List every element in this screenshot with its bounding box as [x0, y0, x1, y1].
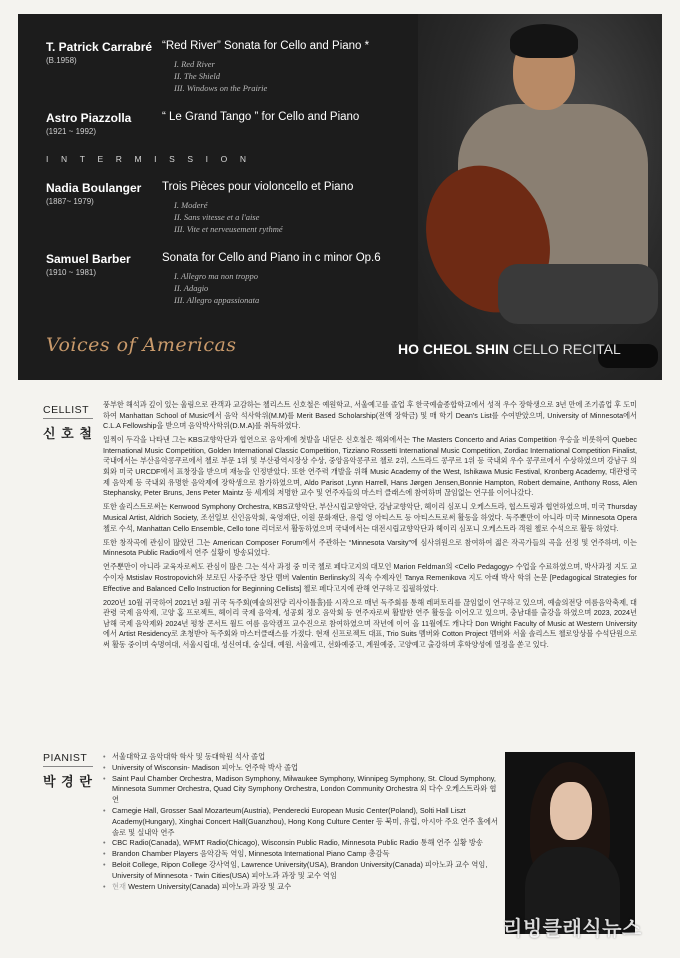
composer-years: (B.1958)	[46, 56, 77, 65]
section-divider	[43, 766, 93, 767]
movement: I. Moderé	[174, 200, 208, 210]
list-item: • Brandon Chamber Players 음악감독 역임, Minnesota International Piano Camp 총감독	[103, 849, 503, 860]
list-item: • CBC Radio(Canada), WFMT Radio(Chicago), Wisconsin Public Radio, Minnesota Public Radio 통해 연주 실황 방송	[103, 838, 503, 849]
movement: II. The Shield	[174, 71, 221, 81]
composer-name: T. Patrick Carrabré	[46, 40, 153, 54]
cellist-photo	[418, 14, 662, 380]
pianist-bio-list	[103, 752, 503, 892]
composer-name: Astro Piazzolla	[46, 111, 132, 125]
bio-paragraph: 2020년 10월 귀국하여 2021년 3월 귀국 독주회(예술의전당 리사이틀홀)를 시작으로 매년 독주회를 통해 레퍼토리를 끊임없이 연구하고 있으며, 예술의전당 여름음악축제, 대관령 국제 음악제, 고양 홈 프로젝트, 헤이리 국제 음악제, 성공회 정오 음악회 등 연주자로써 활발한 연주 활동을 이어오고 있으며, 충남대를 출강을 하였으며 2023, 2024년 남해 국제 음악제와 2024년 평창 콘서트 월드 여름 음악캠프 교수진으로 참여하였으며 작년에 이어 올 11월에도 캐나다 Don Wright Faculty of Music at Western University에서 Artist Residency로 초청받아 독주회와 마스터클래스를 가졌다. 현재 신프로젝트 대표, Trio Suits 멤버와 Cotton Project 멤버와 서울 솔리스트 첼로앙상블 수석단원으로써 활동 중이며 숙명여대, 서울시립대, 성신여대, 숭실대, 예원, 서울예고, 선화예중고, 계원예중, 고양예고 출강하며 후학양성에 열정을 쏟고 있다.	[103, 597, 637, 649]
movement: III. Windows on the Prairie	[174, 83, 268, 93]
list-item: • 현재 Western University(Canada) 피아노과 과장 및 교수	[103, 882, 503, 893]
composer-years: (1910 ~ 1981)	[46, 268, 97, 277]
bio-paragraph: 또한 솔리스트로써는 Kenwood Symphony Orchestra, KBS교향악단, 부산시립교향악단, 강남교향악단, 헤이리 심포니 오케스트라, 협스트링과 협연하였으며, 미국 Thursday Musical Artist, Aldrich Society, 조선일보 신인음악회, 육영재단, 이원 문화재단, 유럽 영 아티스트 등 아티스트로써 활동을 하였다. 독주뿐만이 아니라 미국 Minnesota Opera 첼로 수석, Manhattan Cello Ensemble, Cello tone 리더로서 활동하였으며 국내에서는 대전시립교향악단과 헤이리 심포니 오케스트라 객원 첼로 수석으로 활동 하였다.	[103, 502, 637, 533]
bio-paragraph: 연주뿐만이 아니라 교육자로써도 관심이 많은 그는 석사 과정 중 미국 첼로 페다고지의 대모인 Marion Feldman의 <Cello Pedagogy> 수업을 수료하였으며, 박사과정 지도 교수이자 Mstislav Rostropovich와 보로딘 사중주단 창단 멤버 Valentin Berlinsky의 직속 수제자인 Tanya Remenikova 지도 아래 박사 학위 논문 [Pedagogical Strategies for Effective and Balanced Cello Instruction for Beginning Cellists] 첼로 페다고지에 관해 연구하고 집필하였다.	[103, 562, 637, 593]
pianist-name: 박 경 란	[43, 774, 93, 789]
work-title: Sonata for Cello and Piano in c minor Op.6	[162, 252, 381, 264]
composer-years: (1887~ 1979)	[46, 197, 94, 206]
movement-list	[174, 199, 283, 235]
bio-paragraph: 또한 창작곡에 관심이 많았던 그는 American Composer Forum에서 주관하는 “Minnesota Varsity”에 심사위원으로 참여하여 젊은 작곡가들의 곡을 선정 및 연주하며, 이는 Minnesota Public Radio에서 연주 실황이 방송되었다.	[103, 537, 637, 558]
list-item: • Saint Paul Chamber Orchestra, Madison Symphony, Milwaukee Symphony, Winnipeg Symphony, St. Cloud Symphony, Minnesota Summer Orchestra, Quad City Symphony Orchestra, London Community Orchestra 외 다수 오케스트라와 협연	[103, 774, 503, 806]
list-item: • University of Wisconsin- Madison 피아노 연주학 박사 졸업	[103, 763, 503, 774]
bio-paragraph: 일찍이 두각을 나타낸 그는 KBS교향악단과 협연으로 음악계에 첫발을 내딛은 신호철은 해외에서는 The Masters Concerto and Arias Competition 우승을 비롯하여 Quebec International Music Competition, Golden International Classic Competition, Tizziano Rossetti International Music Competition, Zordiac International Competition Finalist, 국내에서는 부산음악콩쿠르에서 첼로 부문 1위 및 부산광역시장상 수상, 중앙음악콩쿠르 첼로 2위, 스트라드 콩쿠르 1위 등 국내외 우수 콩쿠르에서 수상하였으며 강남구 의회와 미국 URCDF에서 표창장을 받으며 재능을 인정받았다. 또한 연주력 개발을 위해 Music Academy of the West, Ishikawa Music Festival, Kronberg Academy, 대관령국제 음악제 등 국내외 유명한 음악제에 장학생으로 참가하였으며, Aldo Parisot ,Lynn Harrell, Hans Jørgen Jensen,Bonnie Hampton, Robert demaine, Anthony Ross, Alen Stephansky, Peter Bruns, Jens Peter Maintz 등 세계의 저명한 교수 및 연주자들의 마스터 클래스에 참여하며 끊임없는 연구를 이어나갔다.	[103, 435, 637, 498]
work-title: “ Le Grand Tango ” for Cello and Piano	[162, 111, 360, 123]
voices-of-americas-title: Voices of Americas	[46, 334, 237, 356]
recital-title	[398, 341, 621, 357]
intermission-label: INTERMISSION	[46, 154, 259, 164]
movement: III. Vite et nerveusement rythmé	[174, 224, 283, 234]
movement: II. Sans vitesse et a l'aise	[174, 212, 260, 222]
section-divider	[43, 418, 93, 419]
movement-list	[174, 58, 267, 94]
pianist-photo	[505, 752, 635, 934]
cellist-bio	[103, 400, 637, 654]
recital-subtitle: CELLO RECITAL	[512, 341, 621, 357]
list-item: • 서울대학교 음악대학 학사 및 동대학원 석사 졸업	[103, 752, 503, 763]
movement: I. Allegro ma non troppo	[174, 271, 258, 281]
cellist-name: 신 호 철	[43, 426, 93, 441]
movement: I. Red River	[174, 59, 215, 69]
bio-paragraph: 풍부한 해석과 깊이 있는 울림으로 관객과 교감하는 첼리스트 신호철은 예원학교, 서울예고를 졸업 후 한국예술종합학교에서 성적 우수 장학생으로 3년 만에 조기졸업 후 도미하여 Manhattan School of Music에서 음악 석사학위(M.M)를 Merit Based Scholarship(전액 장학금) 및 매 학기 Dean's List를 수여받았으며, University of Minnesota에서 C.L.A Fellowship을 받으며 음악박사학위(D.M.A)를 취득하였다.	[103, 400, 637, 431]
movement: II. Adagio	[174, 283, 209, 293]
pianist-label: PIANIST	[43, 752, 88, 764]
list-item: • Carnegie Hall, Grosser Saal Mozarteum(Austria), Penderecki European Music Center(Poland), Solti Hall Liszt Academy(Hungary), Xinghai Concert Hall(Guanzhou), Hong Kong Culture Center 등 북미, 유럽, 아시아 주요 연주 홀에서 솔로 및 실내악 연주	[103, 806, 503, 838]
movement-list	[174, 270, 259, 306]
work-title: Trois Pièces pour violoncello et Piano	[162, 181, 354, 193]
performer-name: HO CHEOL SHIN	[398, 341, 509, 357]
composer-name: Samuel Barber	[46, 252, 131, 266]
movement: III. Allegro appassionata	[174, 295, 260, 305]
work-title: “Red River” Sonata for Cello and Piano *	[162, 40, 370, 52]
current-prefix: 현재	[112, 881, 127, 891]
list-item: • Beloit College, Ripon College 강사역임, Lawrence University(USA), Brandon University(Canada) 피아노과 교수 역임, University of Minnesota - Twin Cities(USA) 피아노과 과장 및 교수 역임	[103, 860, 503, 882]
composer-name: Nadia Boulanger	[46, 181, 142, 195]
cellist-label: CELLIST	[43, 404, 90, 416]
composer-years: (1921 ~ 1992)	[46, 127, 97, 136]
watermark: 리빙클래식뉴스	[503, 918, 642, 940]
program-panel	[18, 14, 662, 380]
